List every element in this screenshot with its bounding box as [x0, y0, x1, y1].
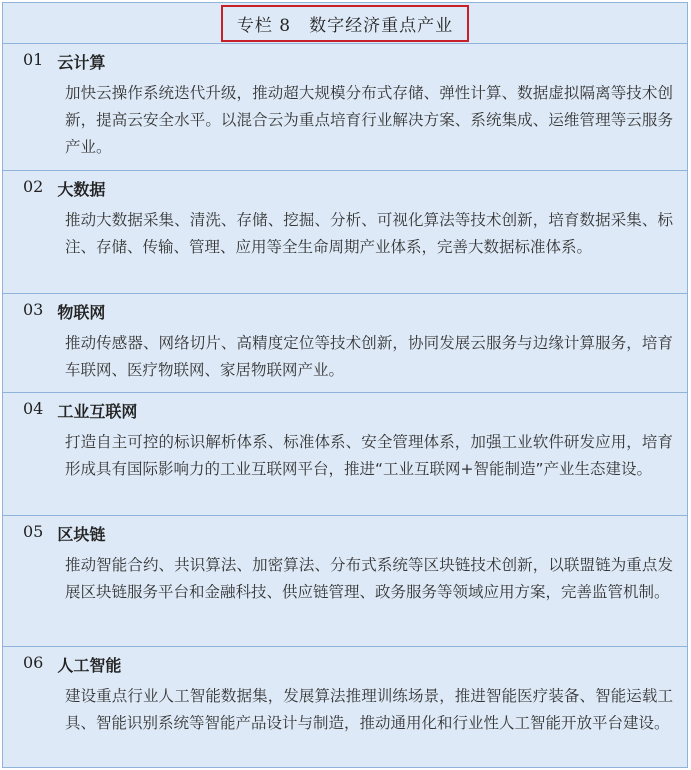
section-title: 工业互联网 [57, 402, 138, 421]
section-number: 05 [23, 522, 44, 541]
feature-box [2, 2, 688, 768]
section-blockchain [3, 516, 687, 647]
section-title: 云计算 [57, 53, 106, 72]
section-title: 大数据 [57, 180, 106, 199]
section-body: 打造自主可控的标识解析体系、标准体系、安全管理体系，加强工业软件研发应用，培育形成具有国际影响力的工业互联网平台，推进“工业互联网+智能制造”产业生态建设。 [65, 433, 673, 478]
box-title: 专栏 8 数字经济重点产业 [221, 5, 469, 42]
section-heading [23, 50, 105, 73]
section-heading [23, 653, 121, 676]
section-body: 推动大数据采集、清洗、存储、挖掘、分析、可视化算法等技术创新，培育数据采集、标注、存储、传输、管理、应用等全生命周期产业体系，完善大数据标准体系。 [65, 211, 673, 256]
section-heading [23, 300, 105, 323]
section-number: 01 [23, 50, 44, 69]
section-cloud-computing [3, 44, 687, 171]
section-body: 加快云操作系统迭代升级，推动超大规模分布式存储、弹性计算、数据虚拟隔离等技术创新，提高云安全水平。以混合云为重点培育行业解决方案、系统集成、运维管理等云服务产业。 [65, 84, 673, 156]
section-body: 推动传感器、网络切片、高精度定位等技术创新，协同发展云服务与边缘计算服务，培育车联网、医疗物联网、家居物联网产业。 [65, 334, 673, 379]
section-heading [23, 177, 105, 200]
section-big-data [3, 171, 687, 294]
section-heading [23, 399, 137, 422]
box-header [3, 3, 687, 44]
section-title: 区块链 [57, 525, 106, 544]
section-number: 06 [23, 653, 44, 672]
section-iot [3, 294, 687, 393]
section-artificial-intelligence [3, 647, 687, 767]
section-title: 人工智能 [57, 656, 122, 675]
section-number: 02 [23, 177, 44, 196]
section-industrial-internet [3, 393, 687, 516]
section-heading [23, 522, 105, 545]
section-body: 推动智能合约、共识算法、加密算法、分布式系统等区块链技术创新，以联盟链为重点发展区块链服务平台和金融科技、供应链管理、政务服务等领域应用方案，完善监管机制。 [65, 556, 673, 601]
section-number: 04 [23, 399, 44, 418]
section-title: 物联网 [57, 303, 106, 322]
section-body: 建设重点行业人工智能数据集，发展算法推理训练场景，推进智能医疗装备、智能运载工具、智能识别系统等智能产品设计与制造，推动通用化和行业性人工智能开放平台建设。 [65, 687, 673, 732]
section-number: 03 [23, 300, 44, 319]
